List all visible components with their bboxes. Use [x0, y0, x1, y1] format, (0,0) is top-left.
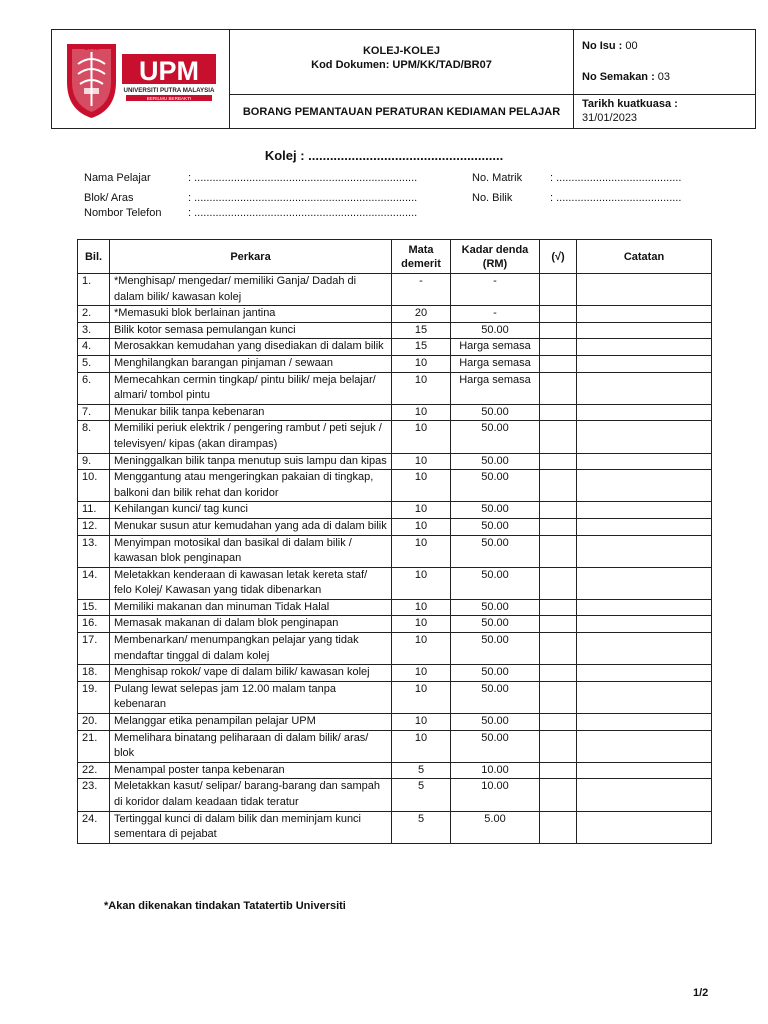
row-kadar: 10.00 — [451, 762, 540, 779]
row-catatan-cell[interactable] — [577, 322, 712, 339]
row-tick-cell[interactable] — [540, 633, 577, 665]
row-catatan-cell[interactable] — [577, 714, 712, 731]
row-perkara: *Menghisap/ mengedar/ memiliki Ganja/ Dadah di dalam bilik/ kawasan kolej — [110, 274, 392, 306]
row-tick-cell[interactable] — [540, 730, 577, 762]
row-kadar: 50.00 — [451, 730, 540, 762]
row-mata: 10 — [392, 404, 451, 421]
row-tick-cell[interactable] — [540, 811, 577, 843]
row-mata: 20 — [392, 306, 451, 323]
row-perkara: Menggantung atau mengeringkan pakaian di tingkap, balkoni dan bilik rehat dan koridor — [110, 470, 392, 502]
row-perkara: Bilik kotor semasa pemulangan kunci — [110, 322, 392, 339]
row-mata: 10 — [392, 681, 451, 713]
row-mata: 10 — [392, 535, 451, 567]
table-row — [78, 535, 712, 567]
row-catatan-cell[interactable] — [577, 779, 712, 811]
row-kadar: Harga semasa — [451, 372, 540, 404]
row-kadar: - — [451, 306, 540, 323]
table-row — [78, 518, 712, 535]
effective-date: Tarikh kuatkuasa : 31/01/2023 — [582, 98, 678, 124]
table-row — [78, 502, 712, 519]
row-perkara: Merosakkan kemudahan yang disediakan di dalam bilik — [110, 339, 392, 356]
row-mata: 10 — [392, 518, 451, 535]
logo-tag: UPM — [83, 45, 100, 52]
col-mata: Mata demerit — [392, 240, 451, 274]
table-row — [78, 453, 712, 470]
row-kadar: 50.00 — [451, 322, 540, 339]
row-catatan-cell[interactable] — [577, 567, 712, 599]
row-catatan-cell[interactable] — [577, 616, 712, 633]
row-mata: 10 — [392, 421, 451, 453]
row-kadar: 50.00 — [451, 535, 540, 567]
row-perkara: *Memasuki blok berlainan jantina — [110, 306, 392, 323]
bilik-field: : ......................................... — [550, 192, 682, 204]
row-tick-cell[interactable] — [540, 518, 577, 535]
document-code: Kod Dokumen: UPM/KK/TAD/BR07 — [311, 59, 492, 71]
row-perkara: Meninggalkan bilik tanpa menutup suis lampu dan kipas — [110, 453, 392, 470]
row-perkara: Memasak makanan di dalam blok penginapan — [110, 616, 392, 633]
row-kadar: 50.00 — [451, 665, 540, 682]
row-mata: 10 — [392, 633, 451, 665]
row-kadar: 50.00 — [451, 404, 540, 421]
blok-label: Blok/ Aras — [84, 192, 134, 204]
row-catatan-cell[interactable] — [577, 453, 712, 470]
table-row — [78, 665, 712, 682]
logo-subtitle: UNIVERSITI PUTRA MALAYSIA — [123, 87, 215, 94]
row-kadar: Harga semasa — [451, 339, 540, 356]
document-header — [51, 29, 756, 129]
table-row — [78, 567, 712, 599]
row-bil: 15. — [78, 599, 110, 616]
row-mata: 10 — [392, 567, 451, 599]
table-row — [78, 599, 712, 616]
row-tick-cell[interactable] — [540, 322, 577, 339]
row-bil: 20. — [78, 714, 110, 731]
row-perkara: Menghisap rokok/ vape di dalam bilik/ kawasan kolej — [110, 665, 392, 682]
row-tick-cell[interactable] — [540, 306, 577, 323]
row-tick-cell[interactable] — [540, 665, 577, 682]
row-mata: - — [392, 274, 451, 306]
table-row — [78, 470, 712, 502]
row-mata: 15 — [392, 322, 451, 339]
row-bil: 10. — [78, 470, 110, 502]
blok-field: : ......................................................................... — [188, 192, 418, 204]
row-bil: 21. — [78, 730, 110, 762]
row-kadar: 5.00 — [451, 811, 540, 843]
row-bil: 13. — [78, 535, 110, 567]
matrik-field: : ......................................... — [550, 172, 682, 184]
row-tick-cell[interactable] — [540, 355, 577, 372]
row-perkara: Memelihara binatang peliharaan di dalam bilik/ aras/ blok — [110, 730, 392, 762]
page-number: 1/2 — [693, 987, 709, 999]
col-perkara: Perkara — [110, 240, 392, 274]
row-perkara: Pulang lewat selepas jam 12.00 malam tanpa kebenaran — [110, 681, 392, 713]
row-kadar: - — [451, 274, 540, 306]
row-catatan-cell[interactable] — [577, 599, 712, 616]
row-catatan-cell[interactable] — [577, 730, 712, 762]
row-catatan-cell[interactable] — [577, 306, 712, 323]
col-bil: Bil. — [78, 240, 110, 274]
row-bil: 8. — [78, 421, 110, 453]
row-tick-cell[interactable] — [540, 762, 577, 779]
row-kadar: 50.00 — [451, 714, 540, 731]
row-perkara: Meletakkan kasut/ selipar/ barang-barang dan sampah di koridor dalam keadaan tidak teratur — [110, 779, 392, 811]
row-catatan-cell[interactable] — [577, 665, 712, 682]
violations-table — [77, 239, 712, 844]
row-tick-cell[interactable] — [540, 274, 577, 306]
row-kadar: 50.00 — [451, 518, 540, 535]
form-title: BORANG PEMANTAUAN PERATURAN KEDIAMAN PELAJAR — [242, 105, 561, 118]
row-tick-cell[interactable] — [540, 404, 577, 421]
table-row — [78, 274, 712, 306]
row-catatan-cell[interactable] — [577, 274, 712, 306]
table-row — [78, 762, 712, 779]
table-row — [78, 421, 712, 453]
row-catatan-cell[interactable] — [577, 633, 712, 665]
table-row — [78, 811, 712, 843]
disciplinary-note: *Akan dikenakan tindakan Tatatertib Universiti — [104, 900, 346, 912]
row-perkara: Menukar susun atur kemudahan yang ada di dalam bilik — [110, 518, 392, 535]
row-mata: 5 — [392, 762, 451, 779]
row-bil: 16. — [78, 616, 110, 633]
row-perkara: Menampal poster tanpa kebenaran — [110, 762, 392, 779]
row-bil: 6. — [78, 372, 110, 404]
logo-wordmark: UPM — [139, 56, 199, 86]
table-row — [78, 730, 712, 762]
row-mata: 10 — [392, 355, 451, 372]
row-mata: 10 — [392, 502, 451, 519]
row-mata: 15 — [392, 339, 451, 356]
row-catatan-cell[interactable] — [577, 811, 712, 843]
row-mata: 10 — [392, 616, 451, 633]
row-catatan-cell[interactable] — [577, 762, 712, 779]
row-perkara: Menyimpan motosikal dan basikal di dalam bilik / kawasan blok penginapan — [110, 535, 392, 567]
bilik-label: No. Bilik — [472, 192, 513, 204]
row-perkara: Memiliki periuk elektrik / pengering rambut / peti sejuk / televisyen/ kipas (akan dirampas) — [110, 421, 392, 453]
table-row — [78, 681, 712, 713]
row-bil: 9. — [78, 453, 110, 470]
row-catatan-cell[interactable] — [577, 404, 712, 421]
row-kadar: 50.00 — [451, 502, 540, 519]
logo-motto: BERILMU BERBAKTI — [146, 96, 192, 101]
row-perkara: Melanggar etika penampilan pelajar UPM — [110, 714, 392, 731]
row-kadar: 50.00 — [451, 681, 540, 713]
row-mata: 10 — [392, 665, 451, 682]
row-tick-cell[interactable] — [540, 535, 577, 567]
row-catatan-cell[interactable] — [577, 470, 712, 502]
row-tick-cell[interactable] — [540, 453, 577, 470]
row-catatan-cell[interactable] — [577, 355, 712, 372]
table-row — [78, 779, 712, 811]
row-perkara: Memiliki makanan dan minuman Tidak Halal — [110, 599, 392, 616]
row-kadar: 50.00 — [451, 470, 540, 502]
row-perkara: Tertinggal kunci di dalam bilik dan meminjam kunci sementara di pejabat — [110, 811, 392, 843]
row-bil: 5. — [78, 355, 110, 372]
row-tick-cell[interactable] — [540, 339, 577, 356]
row-mata: 10 — [392, 599, 451, 616]
header-title — [230, 44, 573, 72]
row-tick-cell[interactable] — [540, 421, 577, 453]
revision-number: No Semakan : 03 — [582, 71, 671, 83]
col-kadar: Kadar denda (RM) — [451, 240, 540, 274]
row-kadar: Harga semasa — [451, 355, 540, 372]
row-catatan-cell[interactable] — [577, 502, 712, 519]
row-tick-cell[interactable] — [540, 567, 577, 599]
col-catatan: Catatan — [577, 240, 712, 274]
row-tick-cell[interactable] — [540, 502, 577, 519]
row-perkara: Memecahkan cermin tingkap/ pintu bilik/ meja belajar/ almari/ tombol pintu — [110, 372, 392, 404]
kolej-field: Kolej : ...................................................... — [264, 148, 504, 163]
row-catatan-cell[interactable] — [577, 681, 712, 713]
row-bil: 24. — [78, 811, 110, 843]
row-mata: 10 — [392, 372, 451, 404]
table-row — [78, 633, 712, 665]
row-perkara: Membenarkan/ menumpangkan pelajar yang tidak mendaftar tinggal di dalam kolej — [110, 633, 392, 665]
row-bil: 3. — [78, 322, 110, 339]
row-tick-cell[interactable] — [540, 470, 577, 502]
upm-logo — [64, 40, 219, 120]
table-row — [78, 616, 712, 633]
nama-field: : ......................................................................... — [188, 172, 418, 184]
row-bil: 18. — [78, 665, 110, 682]
row-perkara: Menghilangkan barangan pinjaman / sewaan — [110, 355, 392, 372]
row-mata: 10 — [392, 470, 451, 502]
row-mata: 5 — [392, 811, 451, 843]
row-bil: 1. — [78, 274, 110, 306]
telefon-label: Nombor Telefon — [84, 207, 162, 219]
row-perkara: Kehilangan kunci/ tag kunci — [110, 502, 392, 519]
row-mata: 10 — [392, 714, 451, 731]
row-bil: 11. — [78, 502, 110, 519]
row-catatan-cell[interactable] — [577, 518, 712, 535]
header-line1: KOLEJ-KOLEJ — [362, 45, 440, 57]
col-tick: (√) — [540, 240, 577, 274]
table-row — [78, 355, 712, 372]
row-kadar: 10.00 — [451, 779, 540, 811]
row-tick-cell[interactable] — [540, 372, 577, 404]
row-tick-cell[interactable] — [540, 714, 577, 731]
table-row — [78, 322, 712, 339]
row-catatan-cell[interactable] — [577, 535, 712, 567]
header-divider — [573, 30, 574, 128]
row-catatan-cell[interactable] — [577, 421, 712, 453]
row-tick-cell[interactable] — [540, 599, 577, 616]
row-catatan-cell[interactable] — [577, 372, 712, 404]
matrik-label: No. Matrik — [472, 172, 523, 184]
table-header-row — [78, 240, 712, 274]
row-bil: 22. — [78, 762, 110, 779]
table-row — [78, 339, 712, 356]
row-kadar: 50.00 — [451, 567, 540, 599]
row-bil: 2. — [78, 306, 110, 323]
row-kadar: 50.00 — [451, 453, 540, 470]
row-kadar: 50.00 — [451, 421, 540, 453]
row-perkara: Menukar bilik tanpa kebenaran — [110, 404, 392, 421]
row-bil: 19. — [78, 681, 110, 713]
row-bil: 7. — [78, 404, 110, 421]
row-kadar: 50.00 — [451, 616, 540, 633]
row-bil: 14. — [78, 567, 110, 599]
row-tick-cell[interactable] — [540, 681, 577, 713]
nama-label: Nama Pelajar — [84, 172, 151, 184]
row-mata: 5 — [392, 779, 451, 811]
row-bil: 12. — [78, 518, 110, 535]
row-tick-cell[interactable] — [540, 779, 577, 811]
row-kadar: 50.00 — [451, 599, 540, 616]
row-tick-cell[interactable] — [540, 616, 577, 633]
table-row — [78, 404, 712, 421]
row-bil: 4. — [78, 339, 110, 356]
table-row — [78, 714, 712, 731]
table-row — [78, 372, 712, 404]
row-perkara: Meletakkan kenderaan di kawasan letak kereta staf/ felo Kolej/ Kawasan yang tidak dibenarkan — [110, 567, 392, 599]
row-catatan-cell[interactable] — [577, 339, 712, 356]
row-bil: 23. — [78, 779, 110, 811]
row-mata: 10 — [392, 730, 451, 762]
table-row — [78, 306, 712, 323]
row-kadar: 50.00 — [451, 633, 540, 665]
issue-number: No Isu : 00 — [582, 40, 638, 52]
telefon-field: : ......................................................................... — [188, 207, 418, 219]
row-mata: 10 — [392, 453, 451, 470]
row-bil: 17. — [78, 633, 110, 665]
